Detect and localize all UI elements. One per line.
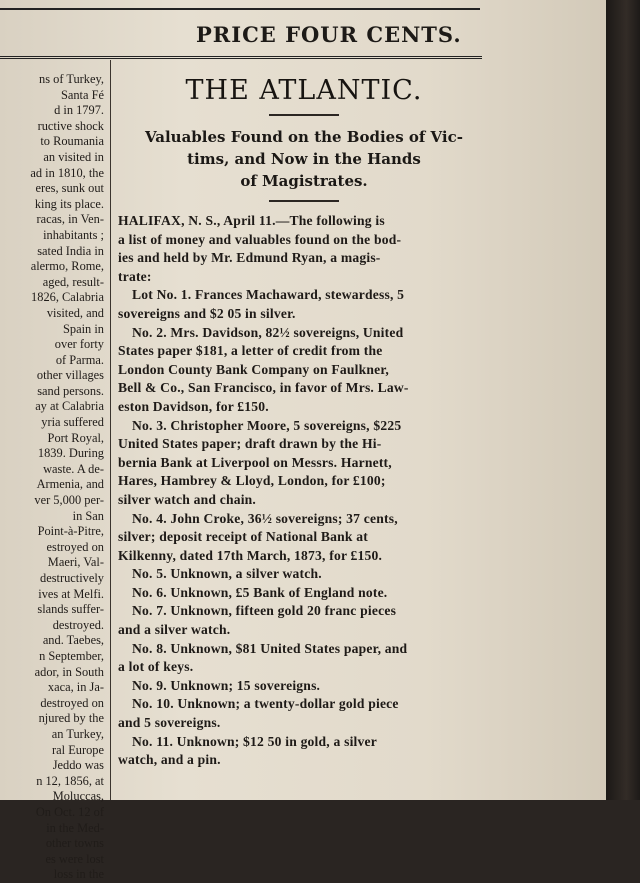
article-paragraph	[118, 695, 490, 732]
article-body	[118, 212, 490, 770]
left-column-line: ad in 1810, the	[30, 165, 104, 180]
headline-dash	[269, 114, 339, 116]
article-paragraph	[118, 417, 490, 510]
article-paragraph	[118, 324, 490, 417]
paragraph-line: ies and held by Mr. Edmund Ryan, a magis-	[118, 250, 381, 266]
left-column-line: destroyed on	[40, 695, 104, 710]
article-paragraph	[118, 286, 490, 323]
paragraph-line: a list of money and valuables found on the bod-	[118, 231, 402, 247]
left-column-line: d in 1797.	[54, 103, 104, 118]
left-column-line: to Roumania	[40, 134, 104, 149]
left-column-line: and. Taebes,	[42, 633, 104, 648]
left-column-line: ay at Calabria	[35, 399, 104, 414]
article-subhead	[118, 126, 490, 192]
left-column-line: Armenia, and	[36, 477, 104, 492]
left-column-line: n 12, 1856, at	[36, 773, 104, 788]
paragraph-line: trate:	[118, 268, 152, 284]
article-paragraph	[118, 733, 490, 770]
paragraph-line: States paper $181, a letter of credit from the	[118, 343, 383, 359]
left-column-line: ructive shock	[37, 118, 104, 133]
paragraph-line: and 5 sovereigns.	[118, 715, 221, 731]
paragraph-line: No. 2. Mrs. Davidson, 82½ sovereigns, United	[132, 324, 404, 340]
article-paragraph	[118, 510, 490, 566]
subhead-dash	[269, 200, 339, 202]
left-column-line: Maeri, Val-	[47, 555, 104, 570]
paragraph-line: No. 11. Unknown; $12 50 in gold, a silver	[132, 733, 377, 749]
left-column-line: racas, in Ven-	[36, 212, 104, 227]
paragraph-line: No. 7. Unknown, fifteen gold 20 franc pieces	[132, 603, 397, 619]
paragraph-line: No. 5. Unknown, a silver watch.	[132, 566, 322, 582]
top-rule	[0, 8, 480, 10]
paragraph-line: No. 3. Christopher Moore, 5 sovereigns, $225	[132, 417, 402, 433]
left-column-line: estroyed on	[46, 539, 104, 554]
subhead-line: tims, and Now in the Hands	[187, 150, 421, 168]
left-column-line: Port Royal,	[47, 430, 104, 445]
left-column-line: n September,	[39, 648, 104, 663]
left-column-line: over forty	[54, 337, 104, 352]
page-edge-shadow	[606, 0, 640, 800]
left-column-line: Jeddo was	[52, 758, 104, 773]
paragraph-line: Bell & Co., San Francisco, in favor of Mrs. Law-	[118, 380, 409, 396]
paragraph-line: No. 9. Unknown; 15 sovereigns.	[132, 677, 321, 693]
left-column-line: in the Med-	[46, 820, 104, 835]
left-column-line: other towns	[45, 836, 104, 851]
left-column-line: destroyed.	[52, 617, 104, 632]
left-column-line: aged, result-	[42, 274, 104, 289]
left-column-line: ns of Turkey,	[39, 72, 104, 86]
left-column-line: sand persons.	[37, 383, 104, 398]
left-column-line: 1839. During	[37, 446, 104, 461]
article-paragraph	[118, 602, 490, 639]
left-column-line: other villages	[36, 368, 104, 383]
price-label: PRICE FOUR CENTS.	[196, 22, 462, 47]
article-paragraph	[118, 565, 490, 584]
left-column-line: ral Europe	[52, 742, 104, 757]
paragraph-line: No. 4. John Croke, 36½ sovereigns; 37 cents,	[132, 510, 398, 526]
left-column-line: destructively	[40, 571, 104, 585]
paragraph-line: watch, and a pin.	[118, 752, 221, 768]
left-column-line: of Parma.	[55, 352, 104, 367]
left-column-line: 1826, Calabria	[31, 290, 104, 305]
masthead-rule	[0, 56, 482, 59]
left-column-line: loss in the	[53, 867, 104, 882]
left-column-line: xaca, in Ja-	[47, 680, 104, 695]
paragraph-line: and a silver watch.	[118, 622, 231, 638]
subhead-line: Valuables Found on the Bodies of Vic-	[145, 128, 463, 146]
left-column-line: njured by the	[38, 711, 104, 726]
left-column-line: in San	[72, 508, 104, 523]
paragraph-line: No. 8. Unknown, $81 United States paper, and	[132, 640, 408, 656]
left-column-line: visited, and	[46, 305, 104, 320]
article-headline: THE ATLANTIC.	[185, 75, 423, 106]
left-column-text	[0, 72, 104, 883]
left-column-line: sated India in	[37, 243, 104, 258]
left-column-line: an visited in	[43, 149, 104, 164]
article-paragraph	[118, 584, 490, 603]
paragraph-line: HALIFAX, N. S., April 11.—The following is	[118, 213, 385, 228]
left-column-line: Moluccas,	[52, 789, 104, 804]
left-column-line: On Oct. 12 of	[35, 804, 104, 819]
paragraph-line: silver; deposit receipt of National Bank at	[118, 529, 369, 545]
left-column-line: eres, sunk out	[35, 181, 104, 196]
paragraph-line: No. 6. Unknown, £5 Bank of England note.	[132, 584, 388, 600]
left-column-line: Santa Fé	[60, 87, 104, 102]
left-column-line: king its place.	[34, 196, 104, 211]
paragraph-line: London County Bank Company on Faulkner,	[118, 361, 389, 377]
article-paragraph	[118, 212, 490, 286]
left-column-line: slands suffer-	[37, 602, 104, 617]
left-column-line: waste. A de-	[43, 461, 104, 476]
left-column-line: es were lost	[45, 851, 104, 866]
paragraph-line: Hares, Hambrey & Lloyd, London, for £100;	[118, 473, 386, 489]
paragraph-line: Kilkenny, dated 17th March, 1873, for £150.	[118, 547, 383, 563]
left-column-line: yria suffered	[41, 415, 104, 430]
left-column-line: inhabitants ;	[43, 227, 104, 242]
paragraph-line: silver watch and chain.	[118, 491, 257, 507]
left-column-line: alermo, Rome,	[30, 259, 104, 274]
article-paragraph	[118, 677, 490, 696]
column-divider	[110, 60, 111, 800]
paragraph-line: sovereigns and $2 05 in silver.	[118, 305, 296, 321]
left-column-line: ver 5,000 per-	[34, 493, 104, 508]
left-column-line: Point-à-Pitre,	[37, 524, 104, 539]
paragraph-line: eston Davidson, for £150.	[118, 398, 269, 414]
paragraph-line: Lot No. 1. Frances Machaward, stewardess, 5	[132, 287, 405, 303]
article	[118, 72, 490, 770]
left-column-line: Spain in	[63, 321, 104, 336]
article-paragraph	[118, 640, 490, 677]
paragraph-line: a lot of keys.	[118, 659, 194, 675]
paragraph-line: United States paper; draft drawn by the Hi-	[118, 436, 382, 452]
subhead-line: of Magistrates.	[240, 172, 368, 190]
left-column-line: ador, in South	[34, 664, 104, 679]
left-column-line: an Turkey,	[51, 726, 104, 741]
left-column-line: ives at Melfi.	[38, 586, 104, 601]
paragraph-line: No. 10. Unknown; a twenty-dollar gold piece	[132, 696, 399, 712]
paragraph-line: bernia Bank at Liverpool on Messrs. Harnett,	[118, 454, 392, 470]
